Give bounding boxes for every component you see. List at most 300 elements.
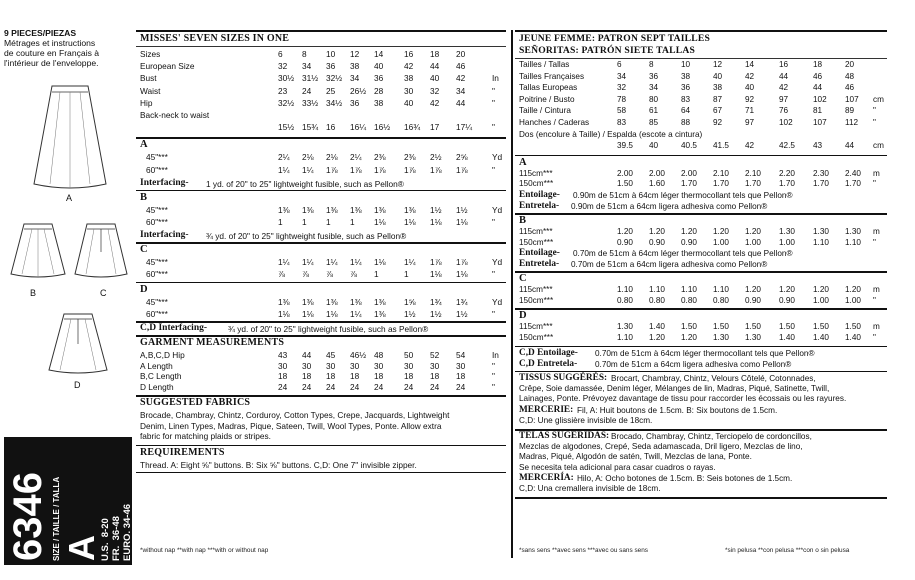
size-block	[4, 437, 132, 565]
garment-row-value: 18	[430, 371, 440, 381]
yardage-row-unit: "	[492, 164, 495, 175]
fr-yardage-row-value: 1.30	[779, 227, 795, 236]
fr-yardage-row-unit: m	[873, 227, 880, 236]
body-measurement-row-value: 33½	[302, 97, 319, 108]
fr-yardage-row-value: 1.50	[745, 322, 761, 332]
fr-body-row-value: 40	[649, 141, 659, 151]
yardage-row-value: 1⅜	[302, 204, 314, 215]
fr-body-row-label: Tallas Europeas	[519, 83, 578, 93]
view-letter: A	[140, 139, 148, 151]
body-measurement-row-value: 42	[430, 97, 440, 108]
yardage-row-value: 1⅞	[326, 164, 338, 175]
fr-body-row-value: 89	[845, 106, 855, 116]
yardage-row-value: 1⅜	[350, 296, 362, 307]
yardage-row-label: 60"***	[146, 217, 168, 227]
fr-yardage-row-value: 1.00	[713, 237, 729, 247]
yardage-row-value: 1⅜	[326, 296, 338, 307]
fr-body-row-value: 102	[813, 94, 827, 104]
yardage-row-label: 45"***	[146, 204, 168, 215]
garment-row-value: 30	[456, 360, 466, 371]
entretela-text: 0.70m de 51cm a 64cm ligera adhesiva como Pellon®	[571, 260, 768, 270]
yardage-row-value: 1¼	[278, 164, 290, 175]
body-measurement-row-label: European Size	[140, 61, 195, 72]
garment-row-unit: "	[492, 371, 495, 381]
body-measurement-row-value: 12	[350, 49, 360, 59]
fr-body-row-value: 67	[713, 106, 723, 116]
size-euro-label: EURO.	[122, 530, 133, 561]
fr-yardage-row-value: 1.70	[813, 179, 829, 189]
fr-yardage-row-value: 1.40	[845, 333, 861, 342]
fr-yardage-row-label: 115cm***	[519, 285, 553, 295]
yardage-row-value: 2⅝	[456, 152, 468, 163]
fr-body-row-unit: "	[873, 118, 876, 127]
fr-body-row-label: Tailles Françaises	[519, 71, 585, 81]
cd-entoilage-label: C,D Entoilage-	[519, 347, 578, 358]
fr-body-row-value: 42	[779, 83, 789, 93]
fr-body-row-value: 61	[649, 106, 659, 116]
en-top-rule	[136, 30, 506, 32]
fr-yardage-row-value: 1.20	[681, 227, 697, 236]
yardage-row-value: 1⅛	[374, 257, 386, 268]
yardage-row-unit: Yd	[492, 296, 503, 307]
yardage-row-value: 1⅞	[430, 164, 442, 175]
body-measurement-row-value: 23	[278, 85, 288, 96]
yardage-row-value: 1½	[430, 308, 442, 319]
pieces-label: PIECES/PIEZAS	[11, 28, 77, 38]
garment-row-value: 24	[302, 381, 312, 392]
fr-yardage-row-value: 1.20	[745, 285, 761, 295]
garment-row-value: 46½	[350, 350, 367, 360]
garment-row-label: B,C Length	[140, 371, 182, 381]
fr-body-row-value: 83	[681, 94, 691, 104]
merceria-line: Hilo, A: Ocho botones de 1.5cm. B: Seis botones de 1.5cm.	[577, 474, 793, 484]
body-measurement-row-value: 40	[404, 97, 414, 108]
fr-body-row-label: Taille / Cintura	[519, 106, 571, 116]
fr-body-row-value: 32	[617, 83, 627, 93]
mercerie-line: Fil, A: Huit boutons de 1.5cm. B: Six boutons de 1.5cm.	[577, 406, 778, 415]
fr-bottom-rule	[515, 497, 887, 499]
yardage-row-label: 60"***	[146, 269, 168, 280]
body-measurement-row-value: 16	[404, 49, 414, 59]
yardage-row-value: 1⅞	[456, 164, 468, 175]
fr-body-row-value: 42.5	[779, 141, 795, 151]
view-label-c: C	[100, 288, 107, 298]
body-measurement-row-value: 24	[302, 85, 312, 96]
body-measurement-row-value: 34	[456, 85, 466, 96]
spanish-title: SEÑORITAS: PATRÓN SIETE TALLAS	[519, 45, 695, 56]
fr-body-row-value: 102	[779, 118, 793, 127]
garment-row-value: 50	[404, 350, 414, 360]
fr-body-row-unit: "	[873, 106, 876, 116]
body-measurement-row-value: 34	[350, 73, 360, 84]
fr-body-row-value: 76	[779, 106, 789, 116]
fr-view-letter: D	[519, 310, 527, 322]
fr-yardage-row-value: 1.50	[845, 322, 861, 332]
body-measurement-row-value: 38	[350, 61, 360, 72]
mercerie-line: C,D: Une glissière invisible de 18cm.	[519, 416, 653, 425]
entretela-text: 0.90m de 51cm a 64cm ligera adhesiva como Pellon®	[571, 202, 768, 211]
body-measurement-row-label: Waist	[140, 85, 161, 96]
yardage-row-value: 1⅞	[456, 257, 468, 268]
size-fr	[111, 516, 122, 561]
yardage-row-label: 60"***	[146, 308, 168, 319]
body-measurement-row-value: 15½	[278, 122, 295, 133]
yardage-row-value: 1¾	[430, 296, 442, 307]
en-view-rule	[136, 190, 506, 192]
garment-row-value: 30	[430, 360, 440, 371]
yardage-row-value: 1¼	[350, 308, 362, 319]
yardage-row-value: 1½	[456, 204, 468, 215]
pieces-header	[4, 28, 132, 68]
entoilage-text: 0.70m de 51cm à 64cm léger thermocollant tels que Pellon®	[573, 249, 793, 259]
body-measurement-row-value: 16¾	[404, 122, 421, 133]
fr-yardage-row-value: 1.10	[845, 237, 861, 247]
fr-body-row-unit: cm	[873, 94, 884, 104]
yardage-row-label: 45"***	[146, 152, 168, 163]
fr-yardage-row-unit: m	[873, 285, 880, 295]
fr-yardage-row-value: 0.80	[617, 295, 633, 305]
yardage-row-value: 1½	[404, 308, 416, 319]
yardage-row-value: 2½	[430, 152, 442, 163]
yardage-row-value: ⅞	[278, 269, 285, 280]
fr-yardage-row-label: 115cm***	[519, 168, 553, 178]
yardage-row-value: 1⅜	[278, 296, 290, 307]
body-measurement-row-value: 30	[404, 85, 414, 96]
fr-yardage-row-value: 1.50	[713, 322, 729, 332]
fr-view-letter: B	[519, 215, 527, 226]
body-measurement-row-value: 16	[326, 122, 336, 133]
fr-yardage-row-label: 115cm***	[519, 322, 553, 332]
body-measurement-row-value: 30½	[278, 73, 295, 84]
body-measurement-row-value: 44	[456, 97, 466, 108]
yardage-row-value: 1⅞	[430, 257, 442, 268]
requirements-title: REQUIREMENTS	[140, 446, 225, 458]
fr-body-row-value: 46	[845, 83, 855, 93]
fr-body-row-value: 39.5	[617, 141, 633, 151]
fr-yardage-row-value: 1.50	[681, 322, 697, 332]
view-letter: C	[140, 244, 148, 256]
fr-body-row-value: 71	[745, 106, 755, 116]
fr-yardage-row-value: 0.90	[617, 237, 633, 247]
garment-row-value: 24	[374, 381, 384, 392]
fr-yardage-row-value: 2.00	[649, 168, 665, 178]
yardage-row-value: 2⅜	[404, 152, 416, 163]
garment-row-value: 18	[404, 371, 414, 381]
garment-row-value: 18	[278, 371, 288, 381]
fr-yardage-row-value: 0.80	[649, 295, 665, 305]
garment-row-label: A,B,C,D Hip	[140, 350, 185, 360]
view-b-sketch	[8, 222, 68, 284]
fr-body-row-value: 41.5	[713, 141, 729, 151]
spanish-footnote: *sin pelusa **con pelusa ***con o sin pelusa	[725, 547, 850, 554]
fabrics-line: Denim, Linen Types, Madras, Pique, Sateen, Twill, Wool Types, Ponte. Allow extra	[140, 420, 442, 431]
fr-yardage-row-value: 1.20	[745, 227, 761, 236]
fr-yardage-row-value: 1.70	[745, 179, 761, 189]
view-a-sketch	[30, 84, 110, 194]
left-column	[0, 0, 132, 580]
fr-body-row-unit: cm	[873, 141, 884, 151]
garment-row-value: 24	[456, 381, 466, 392]
fr-yardage-row-value: 1.20	[845, 285, 861, 295]
fr-view-letter: C	[519, 273, 527, 285]
body-measurement-row-value: 28	[374, 85, 384, 96]
yardage-row-value: 2¼	[278, 152, 290, 163]
fr-body-row-value: 40.5	[681, 141, 697, 151]
cd-entoilage-text: 0.70m de 51cm à 64cm léger thermocollant tels que Pellon®	[595, 348, 815, 358]
fr-yardage-row-value: 2.30	[813, 168, 829, 178]
yardage-row-value: 1⅜	[374, 308, 386, 319]
view-label-b: B	[30, 288, 37, 298]
fr-body-row-value: 38	[713, 83, 723, 93]
french-spanish-panel	[515, 0, 910, 580]
view-letter: D	[140, 283, 148, 295]
yardage-row-value: 1⅜	[350, 204, 362, 215]
size-euro	[122, 504, 133, 561]
body-measurement-row-unit: In	[492, 73, 499, 84]
fr-yardage-row-value: 2.10	[713, 168, 729, 178]
yardage-row-value: 1⅞	[404, 164, 416, 175]
yardage-row-value: ⅞	[326, 269, 333, 280]
body-measurement-row-value: 42	[456, 73, 466, 84]
fr-body-row-value: 20	[845, 60, 855, 69]
pieces-desc-3: l'intérieur de l'enveloppe.	[4, 58, 99, 68]
fr-yardage-row-value: 1.10	[681, 285, 697, 295]
fr-body-row-value: 8	[649, 60, 654, 69]
fr-yardage-row-value: 1.10	[649, 285, 665, 295]
fr-yardage-row-label: 150cm***	[519, 333, 554, 342]
yardage-row-value: 2⅛	[326, 152, 338, 163]
body-measurement-row-value: 34	[302, 61, 312, 72]
garment-row-value: 30	[404, 360, 414, 371]
garment-title: GARMENT MEASUREMENTS	[140, 337, 285, 348]
fr-yardage-row-label: 150cm***	[519, 179, 554, 189]
telas-line: Madras, Piqué, Algodón de satén, Twill, Mezclas de lana, Ponte.	[519, 452, 752, 462]
body-measurement-row-value: 17	[430, 122, 440, 133]
fr-body-row-value: 43	[813, 141, 823, 151]
size-us	[100, 518, 111, 561]
fr-yardage-row-value: 1.40	[813, 333, 829, 342]
pieces-count: 9	[4, 28, 9, 38]
fr-body-row-value: 58	[617, 106, 627, 116]
yardage-row-value: 1¼	[278, 257, 290, 268]
interfacing-label: Interfacing-	[140, 177, 189, 188]
fr-yardage-row-value: 1.50	[779, 322, 795, 332]
fr-body-row-value: 14	[745, 60, 755, 69]
body-measurement-row-value: 26½	[350, 85, 367, 96]
fr-body-row-value: 18	[813, 60, 823, 69]
fr-yardage-row-value: 0.90	[681, 237, 697, 247]
yardage-row-value: 1¼	[302, 164, 314, 175]
interfacing-text: 1 yd. of 20" to 25" lightweight fusible, such as Pellon®	[206, 178, 404, 189]
fr-yardage-row-value: 1.20	[713, 227, 729, 236]
body-measurement-row-value: 34½	[326, 97, 343, 108]
fr-body-row-value: 38	[681, 71, 691, 81]
yardage-row-value: 1⅛	[430, 269, 442, 280]
pieces-desc-1: Métrages et instructions	[4, 38, 96, 48]
body-measurement-row-value: 32½	[278, 97, 295, 108]
fr-yardage-row-unit: "	[873, 237, 876, 247]
yardage-row-value: 1⅛	[456, 269, 468, 280]
fr-yardage-row-value: 2.00	[617, 168, 633, 178]
telas-line: Mezclas de algodones, Crepé, Seda adamascada, Dril ligero, Mezclas de lino,	[519, 442, 803, 451]
yardage-row-unit: Yd	[492, 204, 503, 215]
body-measurement-row-value: 8	[302, 49, 307, 59]
fr-body-row-value: 83	[617, 118, 627, 127]
fr-body-row-value: 44	[845, 141, 855, 151]
fr-title-rule	[515, 58, 887, 59]
body-measurement-row-value: 32	[430, 85, 440, 96]
panel-divider	[511, 30, 513, 558]
body-measurement-row-value: 17¼	[456, 122, 473, 133]
fr-yardage-row-value: 1.00	[845, 295, 861, 305]
fr-body-row-value: 10	[681, 60, 691, 69]
fr-yardage-row-value: 1.10	[713, 285, 729, 295]
body-measurement-row-value: 36	[326, 61, 336, 72]
entoilage-label: Entoilage-	[519, 248, 560, 259]
body-measurement-row-value: 38	[404, 73, 414, 84]
garment-row-value: 30	[350, 360, 360, 371]
garment-row-value: 18	[456, 371, 466, 381]
garment-row-value: 30	[278, 360, 288, 371]
fr-yardage-row-value: 1.70	[713, 179, 729, 189]
fr-body-row-value: 80	[649, 94, 659, 104]
yardage-row-value: 2⅛	[302, 152, 314, 163]
fr-body-row-value: 78	[617, 94, 627, 104]
fr-yardage-row-value: 1.10	[813, 237, 829, 247]
entoilage-label: Entoilage-	[519, 190, 560, 200]
fr-body-row-value: 44	[779, 71, 789, 81]
garment-row-label: A Length	[140, 360, 173, 371]
yardage-row-unit: "	[492, 308, 495, 319]
body-measurement-row-unit: "	[492, 122, 495, 133]
fr-body-row-value: 36	[649, 71, 659, 81]
garment-row-value: 24	[326, 381, 336, 392]
yardage-row-value: 1⅛	[326, 308, 338, 319]
yardage-row-value: 2¼	[350, 152, 362, 163]
yardage-row-value: 1⅛	[404, 217, 416, 227]
body-measurement-row-unit: "	[492, 97, 495, 108]
yardage-row-value: 1½	[430, 204, 442, 215]
tissus-title: TISSUS SUGGÉRÉS:	[519, 372, 608, 383]
size-euro-range: 34-46	[122, 503, 133, 529]
fr-yardage-row-value: 1.30	[845, 227, 861, 236]
fr-body-row-value: 12	[713, 60, 723, 69]
body-measurement-row-label: Bust	[140, 73, 157, 84]
fr-yardage-row-value: 1.50	[617, 179, 633, 189]
garment-row-value: 24	[350, 381, 360, 392]
yardage-row-value: 2⅜	[374, 152, 386, 163]
yardage-row-value: 1⅛	[430, 217, 442, 227]
fr-yardage-row-value: 0.90	[649, 237, 665, 247]
fr-body-row-value: 42	[745, 141, 755, 151]
english-panel	[136, 0, 508, 580]
fabrics-line: Brocade, Chambray, Chintz, Corduroy, Cotton Types, Crepe, Jacquards, Lightweight	[140, 410, 450, 420]
fr-yardage-row-value: 0.80	[713, 295, 729, 305]
entoilage-text: 0.90m de 51cm à 64cm léger thermocollant tels que Pellon®	[573, 191, 793, 200]
body-measurement-row-label: Back-neck to waist	[140, 110, 210, 120]
fr-body-row-label: Hanches / Caderas	[519, 118, 590, 127]
body-measurement-row-value: 20	[456, 49, 466, 59]
fr-yardage-row-value: 2.00	[681, 168, 697, 178]
pieces-desc-2: de couture en Français à	[4, 48, 100, 58]
fr-body-row-value: 40	[713, 71, 723, 81]
fr-yardage-row-value: 1.40	[649, 322, 665, 332]
en-title-rule	[136, 46, 506, 47]
fr-yardage-row-value: 1.70	[845, 179, 861, 189]
fr-yardage-row-value: 1.10	[617, 333, 633, 342]
fr-yardage-row-value: 0.80	[681, 295, 697, 305]
yardage-row-value: 1⅝	[404, 296, 416, 307]
yardage-row-value: ⅞	[350, 269, 357, 280]
garment-row-value: 24	[404, 381, 414, 392]
yardage-row-label: 45"***	[146, 296, 168, 307]
fr-body-row-value: 107	[813, 118, 827, 127]
body-measurement-row-value: 40	[430, 73, 440, 84]
size-letter: A	[61, 535, 102, 561]
body-measurement-row-value: 40	[374, 61, 384, 72]
fr-yardage-row-value: 1.70	[779, 179, 795, 189]
yardage-row-value: 1⅛	[374, 217, 386, 227]
yardage-row-value: ⅞	[302, 269, 309, 280]
size-label: SIZE / TAILLE / TALLA	[52, 476, 61, 561]
yardage-row-value: 1	[302, 217, 307, 227]
yardage-row-label: 45"***	[146, 257, 168, 268]
fr-yardage-row-unit: "	[873, 179, 876, 189]
view-label-d: D	[74, 380, 81, 390]
fr-body-row-value: 112	[845, 118, 859, 127]
cd-interfacing-text: ¾ yd. of 20" to 25" lightweight fusible, such as Pellon®	[228, 324, 429, 334]
fr-yardage-row-value: 1.20	[681, 333, 697, 342]
fr-yardage-row-value: 1.30	[745, 333, 761, 342]
tissus-line: Crêpe, Soie damassée, Denim léger, Mélanges de lin, Madras, Piqué, Satinette, Twill,	[519, 383, 830, 393]
fr-body-row-value: 6	[617, 60, 622, 69]
fr-body-row-value: 92	[745, 94, 755, 104]
fr-body-row-value: 88	[681, 118, 691, 127]
body-measurement-row-unit: "	[492, 85, 495, 96]
fr-body-row-value: 87	[713, 94, 723, 104]
garment-row-value: 30	[374, 360, 384, 371]
telas-line: Brocado, Chambray, Chintz, Terciopelo de cordoncillos,	[611, 432, 812, 441]
fr-yardage-row-value: 0.90	[779, 295, 795, 305]
fr-view-letter: A	[519, 156, 527, 168]
garment-row-value: 24	[278, 381, 288, 392]
view-d-sketch	[46, 312, 110, 378]
fr-body-row-label: Dos (encolure à Taille) / Espalda (escote a cintura)	[519, 129, 703, 139]
body-measurement-row-value: 32	[278, 61, 288, 72]
yardage-row-value: 1⅛	[456, 217, 468, 227]
fr-view-rule	[515, 308, 887, 310]
body-measurement-row-value: 15¾	[302, 122, 319, 133]
pattern-number: 6346	[6, 472, 50, 561]
yardage-row-value: 1¼	[302, 257, 314, 268]
fr-yardage-row-label: 150cm***	[519, 237, 554, 247]
garment-row-label: D Length	[140, 381, 174, 392]
yardage-row-value: 1⅜	[302, 296, 314, 307]
fr-body-row-value: 92	[713, 118, 723, 127]
fr-body-row-value: 85	[649, 118, 659, 127]
english-footnote: *without nap **with nap ***with or without nap	[140, 547, 269, 554]
body-measurement-row-label: Sizes	[140, 49, 161, 59]
garment-row-value: 43	[278, 350, 288, 360]
fr-yardage-row-unit: m	[873, 168, 880, 178]
fr-body-row-value: 48	[845, 71, 855, 81]
body-measurement-row-value: 6	[278, 49, 283, 59]
yardage-row-value: 1¼	[350, 257, 362, 268]
body-measurement-row-value: 31½	[302, 73, 319, 84]
garment-row-value: 48	[374, 350, 384, 360]
fr-yardage-row-value: 1.00	[779, 237, 795, 247]
yardage-row-value: 1	[374, 269, 379, 280]
